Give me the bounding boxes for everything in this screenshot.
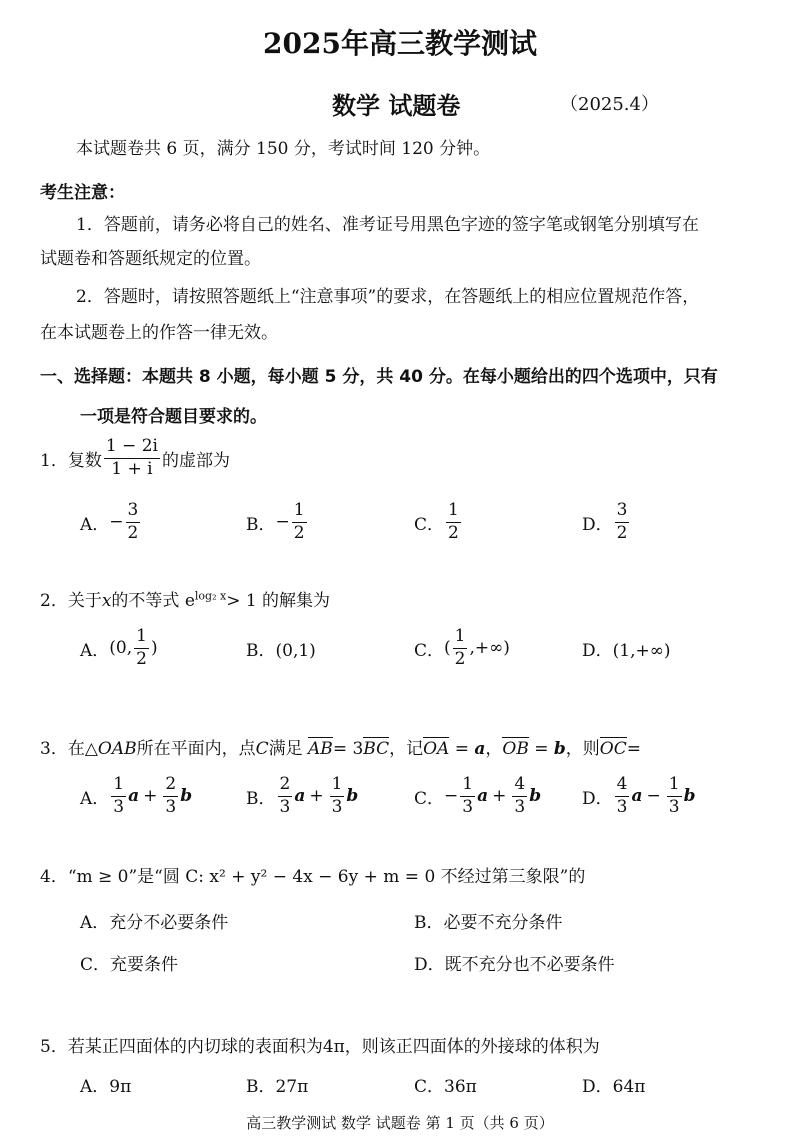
option-label: C． — [414, 640, 445, 661]
frac-num: 1 — [446, 502, 461, 523]
frac-num: 1 — [460, 776, 475, 797]
q5-option-c[interactable]: C．36π — [414, 1077, 477, 1097]
option-label: C． — [414, 788, 445, 809]
frac-num: 4 — [512, 776, 527, 797]
q3-option-a[interactable] — [80, 776, 192, 817]
option-sign: − — [109, 512, 124, 533]
frac-den: 3 — [331, 796, 343, 817]
frac-num: 1 — [453, 628, 468, 649]
frac-den: 3 — [462, 796, 474, 817]
frac-num: 1 — [134, 628, 149, 649]
notice-item1-line1: 1．答题前，请务必将自己的姓名、准考证号用黑色字迹的签字笔或钢笔分别填写在 — [76, 215, 699, 235]
question-3-stem — [40, 734, 641, 759]
q2-prefix: 2．关于 — [40, 591, 102, 611]
frac-num: 2 — [163, 776, 178, 797]
frac-num: 4 — [615, 776, 630, 797]
q2-var: x — [101, 591, 112, 611]
q1-option-b[interactable] — [246, 502, 309, 543]
frac-den: 3 — [165, 796, 177, 817]
option-text: ( — [444, 638, 451, 659]
frac-den: 2 — [448, 522, 459, 543]
frac-den: 3 — [616, 796, 628, 817]
vector-a: a — [474, 739, 486, 759]
option-sign: − — [444, 786, 459, 807]
frac-den: 2 — [616, 522, 628, 543]
frac-den: 3 — [668, 796, 680, 817]
frac-den: 2 — [293, 522, 305, 543]
option-text: ,+∞) — [469, 638, 510, 659]
q2-mid: 的不等式 e — [111, 591, 195, 611]
q5-option-b[interactable]: B．27π — [246, 1077, 309, 1097]
q3-text: = 3 — [332, 739, 364, 759]
option-text: ) — [150, 638, 158, 659]
frac-num: 1 — [111, 776, 126, 797]
vector-bc: BC — [363, 739, 390, 759]
q5-option-d[interactable]: D．64π — [582, 1077, 646, 1097]
vector-ab: AB — [308, 739, 333, 759]
notice-item2-line1: 2．答题时，请按照答题纸上“注意事项”的要求，在答题纸上的相应位置规范作答， — [76, 287, 700, 307]
q1-frac-num: 1 − 2i — [104, 438, 160, 459]
q5-option-a[interactable]: A．9π — [80, 1077, 132, 1097]
frac-den: 3 — [279, 796, 291, 817]
option-operator: − — [646, 786, 661, 807]
option-operator: + — [492, 786, 507, 807]
q2-exponent: log₂ x — [194, 589, 227, 603]
option-label: B． — [246, 788, 276, 809]
exam-intro: 本试题卷共 6 页，满分 150 分，考试时间 120 分钟。 — [76, 139, 491, 159]
section1-heading-line2: 一项是符合题目要求的。 — [80, 407, 267, 427]
option-label: D． — [582, 514, 613, 535]
exam-subtitle: 数学 试题卷 — [332, 91, 461, 120]
q3-text: ，则 — [565, 739, 600, 759]
notice-heading: 考生注意： — [40, 183, 125, 203]
notice-item1-line2: 试题卷和答题纸规定的位置。 — [40, 249, 261, 269]
notice-item2-line2: 在本试题卷上的作答一律无效。 — [40, 323, 278, 343]
q1-frac-den: 1 + i — [111, 458, 153, 479]
option-label: A． — [80, 640, 110, 661]
option-label: A． — [80, 514, 110, 535]
option-operator: + — [309, 786, 324, 807]
q2-option-b[interactable]: B．(0,1) — [246, 641, 316, 661]
question-2-stem — [40, 586, 330, 611]
q3-text: ， — [485, 739, 503, 759]
q1-fraction — [104, 438, 160, 479]
q4-option-b[interactable]: B．必要不充分条件 — [414, 913, 563, 933]
page-footer: 高三教学测试 数学 试题卷 第 1 页（共 6 页） — [246, 1114, 554, 1132]
q3-text: = — [534, 739, 549, 759]
q1-prefix: 1．复数 — [40, 450, 102, 471]
vector-a: a — [128, 786, 140, 807]
q3-text: = — [626, 739, 641, 759]
q3-triangle: OAB — [97, 739, 137, 759]
vector-b: b — [683, 786, 696, 807]
q3-text: 满足 — [268, 739, 303, 759]
vector-a: a — [631, 786, 643, 807]
option-sign: − — [275, 512, 290, 533]
frac-den: 2 — [454, 648, 466, 669]
q2-option-d[interactable]: D．(1,+∞) — [582, 641, 671, 661]
q4-option-c[interactable]: C．充要条件 — [80, 955, 179, 975]
question-5-stem: 5．若某正四面体的内切球的表面积为4π，则该正四面体的外接球的体积为 — [40, 1037, 600, 1057]
frac-den: 2 — [136, 648, 147, 669]
frac-num: 2 — [278, 776, 293, 797]
vector-b: b — [346, 786, 359, 807]
vector-b: b — [529, 786, 542, 807]
q2-option-a[interactable] — [80, 628, 158, 669]
exam-title: 2025年高三教学测试 — [263, 27, 537, 60]
option-label: D． — [582, 788, 613, 809]
frac-num: 3 — [615, 502, 630, 523]
q2-option-c[interactable] — [414, 628, 510, 669]
q3-text: ，记 — [389, 739, 424, 759]
frac-den: 2 — [127, 522, 139, 543]
option-text: (0, — [109, 638, 133, 659]
q1-option-d[interactable] — [582, 502, 631, 543]
question-1-stem — [40, 438, 230, 479]
vector-b: b — [180, 786, 193, 807]
option-label: C． — [414, 514, 445, 535]
vector-ob: OB — [502, 739, 529, 759]
question-4-stem: 4．“m ≥ 0”是“圆 C: x² + y² − 4x − 6y + m = 0 不经过第三象限”的 — [40, 867, 586, 887]
vector-b: b — [553, 739, 566, 759]
option-label: B． — [246, 514, 276, 535]
q4-option-d[interactable]: D．既不充分也不必要条件 — [414, 955, 615, 975]
option-label: A． — [80, 788, 110, 809]
q3-text: 所在平面内，点 — [136, 739, 256, 759]
frac-num: 1 — [330, 776, 345, 797]
exam-date: （2025.4） — [560, 94, 659, 115]
frac-den: 3 — [514, 796, 526, 817]
q1-option-a[interactable] — [80, 502, 142, 543]
q3-point: C — [255, 739, 269, 759]
frac-num: 3 — [126, 502, 141, 523]
vector-a: a — [477, 786, 489, 807]
vector-a: a — [294, 786, 306, 807]
frac-num: 1 — [667, 776, 682, 797]
q2-suffix: > 1 的解集为 — [226, 591, 331, 611]
vector-oc: OC — [599, 739, 627, 759]
q1-suffix: 的虚部为 — [161, 450, 230, 471]
q3-option-b[interactable] — [246, 776, 358, 817]
q3-option-d[interactable] — [582, 776, 695, 817]
q3-text: = — [454, 739, 469, 759]
q3-option-c[interactable] — [414, 776, 541, 817]
q4-option-a[interactable]: A．充分不必要条件 — [80, 913, 229, 933]
q3-prefix: 3．在△ — [40, 739, 98, 759]
frac-den: 3 — [113, 796, 125, 817]
vector-oa: OA — [423, 739, 450, 759]
frac-num: 1 — [292, 502, 307, 523]
option-operator: + — [143, 786, 158, 807]
q1-option-c[interactable] — [414, 502, 463, 543]
section1-heading-line1: 一、选择题：本题共 8 小题，每小题 5 分，共 40 分。在每小题给出的四个选项中，只有 — [40, 367, 718, 387]
